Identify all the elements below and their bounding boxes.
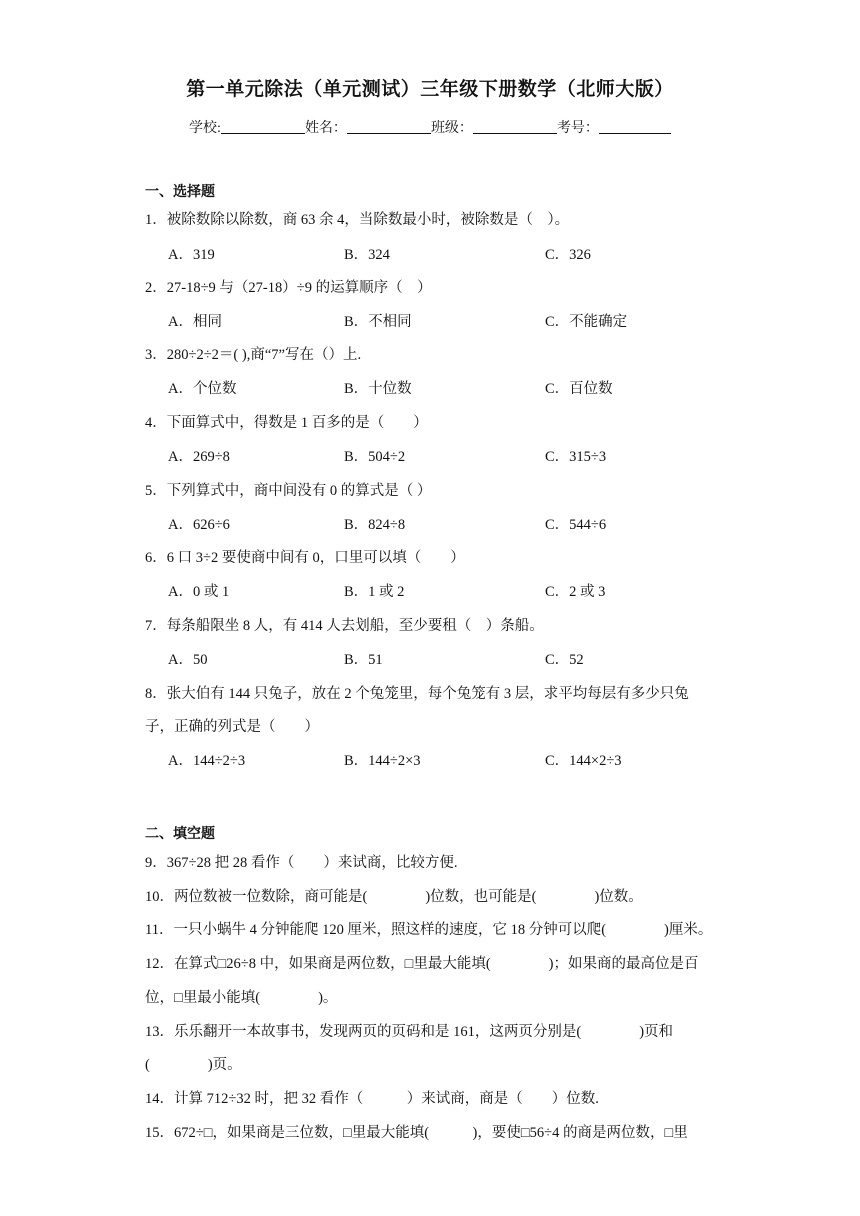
name-label: 姓名： [304,121,347,136]
option-a[interactable]: A．0 或 1 [168,584,230,600]
option-c[interactable]: C．315÷3 [545,449,607,465]
question-text: 7．每条船限坐 8 人，有 414 人去划船，至少要租（ ）条船。 [145,618,544,634]
option-c[interactable]: C．544÷6 [545,517,607,533]
option-c[interactable]: C．百位数 [545,381,613,397]
option-a[interactable]: A．50 [168,652,208,668]
option-b[interactable]: B．324 [344,247,390,263]
section-title-fill-blank: 二、填空题 [145,826,215,842]
option-b[interactable]: B．144÷2×3 [344,753,421,769]
option-b[interactable]: B．1 或 2 [344,584,405,600]
question-text: 3．280÷2÷2＝( ),商“7”写在（）上. [145,347,362,363]
option-a[interactable]: A．269÷8 [168,449,230,465]
option-c[interactable]: C．144×2÷3 [545,753,622,769]
fill-question-line: 15．672÷□，如果商是三位数，□里最大能填( )，要使□56÷4 的商是两位数，□里 [145,1125,688,1141]
option-c[interactable]: C．52 [545,652,584,668]
school-blank[interactable] [221,119,305,134]
question-text: 4．下面算式中，得数是 1 百多的是（ ） [145,415,428,431]
student-info-line [0,117,860,137]
question-text: 8．张大伯有 144 只兔子，放在 2 个兔笼里，每个兔笼有 3 层，求平均每层有多少只兔 [145,686,689,702]
option-b[interactable]: B．824÷8 [344,517,406,533]
question-text-continued: 子，正确的列式是（ ） [145,719,319,735]
option-b[interactable]: B．不相同 [344,314,412,330]
question-text: 2．27-18÷9 与（27-18）÷9 的运算顺序（ ） [145,280,432,296]
question-text: 6．6 口 3÷2 要使商中间有 0，口里可以填（ ） [145,550,465,566]
option-a[interactable]: A．相同 [168,314,222,330]
option-b[interactable]: B．51 [344,652,383,668]
fill-question-line: 13．乐乐翻开一本故事书，发现两页的页码和是 161，这两页分别是( )页和 [145,1024,674,1040]
fill-question-line: 11．一只小蜗牛 4 分钟能爬 120 厘米，照这样的速度，它 18 分钟可以爬( )厘米。 [145,922,713,938]
fill-question-line: 12．在算式□26÷8 中，如果商是两位数，□里最大能填( )；如果商的最高位是百 [145,956,699,972]
class-label: 班级： [430,121,473,136]
option-b[interactable]: B．十位数 [344,381,412,397]
option-a[interactable]: A．144÷2÷3 [168,753,246,769]
option-c[interactable]: C．326 [545,247,591,263]
question-text: 1．被除数除以除数，商 63 余 4，当除数最小时，被除数是（ ）。 [145,212,570,228]
page-title: 第一单元除法（单元测试）三年级下册数学（北师大版） [186,78,674,100]
number-blank[interactable] [599,119,671,134]
number-label: 考号： [556,121,599,136]
option-c[interactable]: C．2 或 3 [545,584,606,600]
option-b[interactable]: B．504÷2 [344,449,406,465]
option-a[interactable]: A．319 [168,247,215,263]
fill-question-line: ( )页。 [145,1057,242,1073]
fill-question-line: 14．计算 712÷32 时，把 32 看作（ ）来试商，商是（ ）位数. [145,1091,599,1107]
section-title-choice: 一、选择题 [145,184,215,200]
option-c[interactable]: C．不能确定 [545,314,628,330]
name-blank[interactable] [347,119,431,134]
fill-question-line: 9．367÷28 把 28 看作（ ）来试商，比较方便. [145,855,458,871]
fill-question-line: 位，□里最小能填( )。 [145,990,338,1006]
option-a[interactable]: A．626÷6 [168,517,230,533]
class-blank[interactable] [473,119,557,134]
fill-question-line: 10．两位数被一位数除，商可能是( )位数，也可能是( )位数。 [145,889,643,905]
question-text: 5．下列算式中，商中间没有 0 的算式是（ ） [145,483,432,499]
option-a[interactable]: A．个位数 [168,381,237,397]
school-label: 学校: [189,121,221,136]
